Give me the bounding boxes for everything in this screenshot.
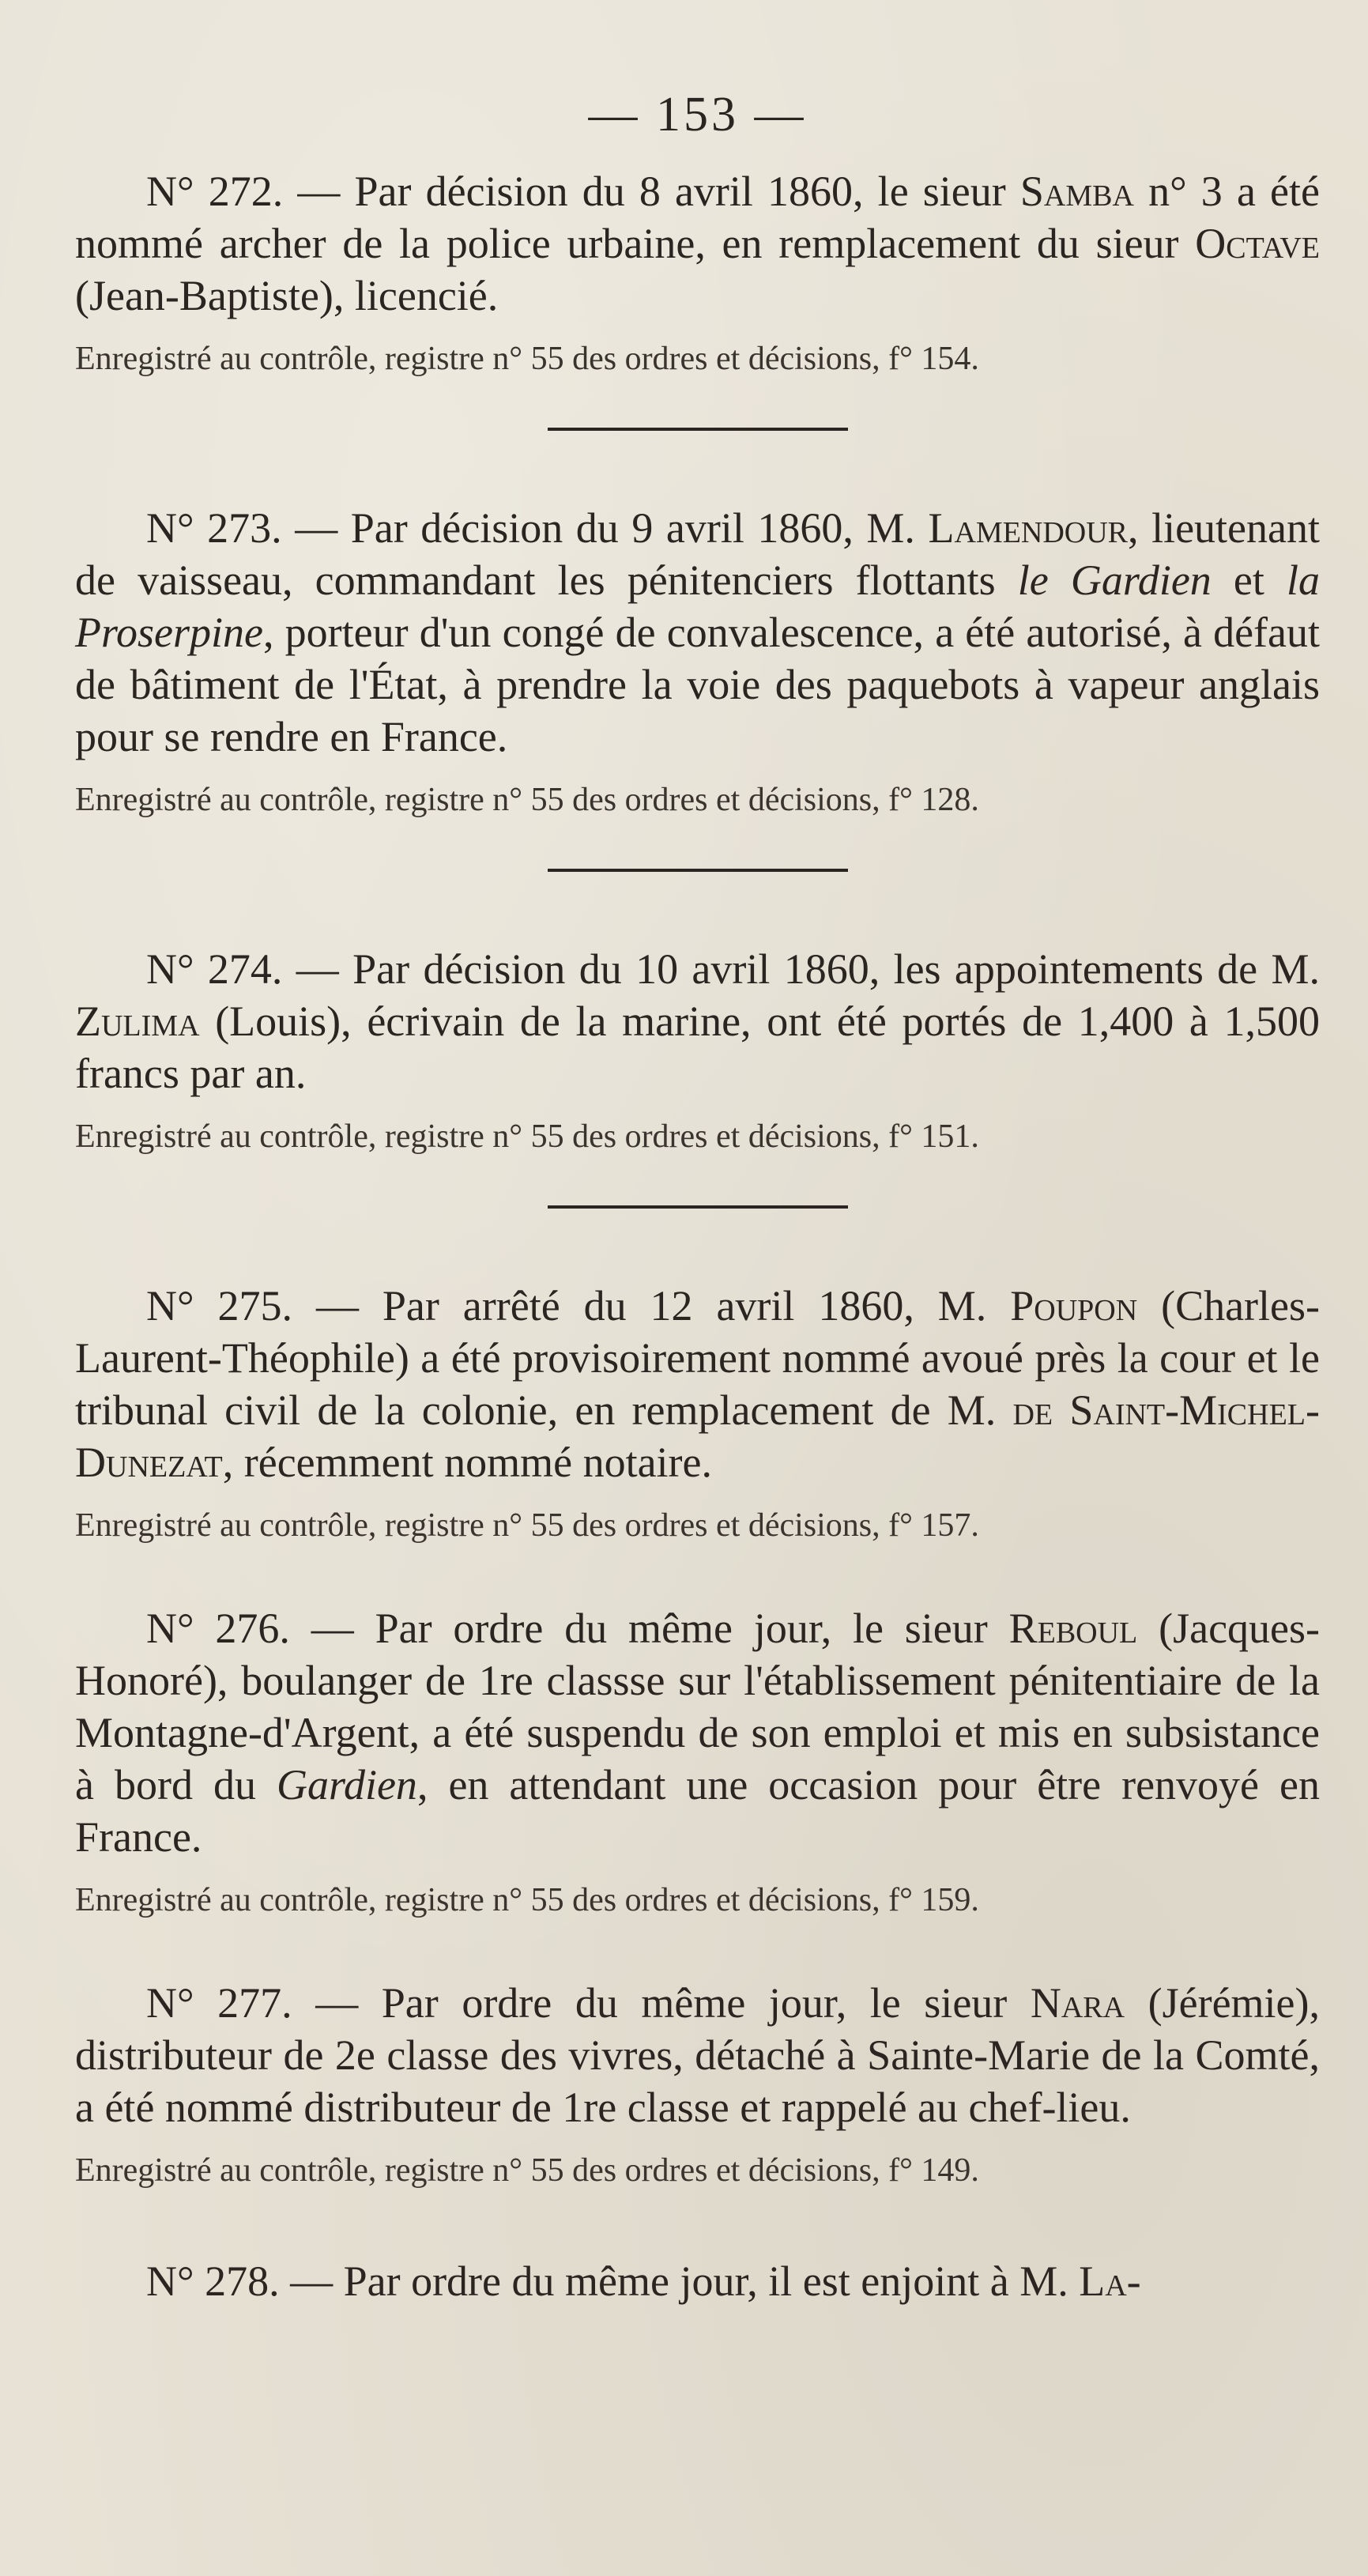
entry-274 bbox=[75, 943, 1320, 1158]
person-name: Reboul bbox=[1008, 1605, 1138, 1652]
registration-note: Enregistré au contrôle, registre n° 55 des ordres et décisions, f° 128. bbox=[75, 782, 979, 818]
person-name: Octave bbox=[1195, 220, 1320, 267]
entry-number: N° 274. bbox=[146, 945, 283, 993]
person-name: Nara bbox=[1030, 1979, 1125, 2027]
spacer bbox=[75, 1547, 1320, 1602]
entry-275 bbox=[75, 1280, 1320, 1547]
person-name: Poupon bbox=[1010, 1282, 1138, 1329]
person-name: Zulima bbox=[75, 998, 200, 1045]
entry-text: N° 273. — Par décision du 9 avril 1860, M. Lamendour, lieutenant de vaisseau, commandant les pénitenciers flottants le Gardien et la Proserpine, porteur d'un congé de convalescence, a été autorisé, à défaut de bâtiment de l'État, à prendre la voie des paquebots à vapeur anglais pour se rendre en France. bbox=[75, 504, 1320, 760]
entry-text: N° 272. — Par décision du 8 avril 1860, le sieur Samba n° 3 a été nommé archer de la police urbaine, en remplacement du sieur Octave (Jean-Baptiste), licencié. bbox=[75, 168, 1320, 319]
entry-text: N° 277. — Par ordre du même jour, le sieur Nara (Jérémie), distributeur de 2e classe des vivres, détaché à Sainte-Marie de la Comté, a été nommé distributeur de 1re classe et rappelé au chef-lieu. bbox=[75, 1979, 1320, 2131]
ship-name: le Gardien bbox=[1017, 556, 1212, 604]
entry-text: N° 275. — Par arrêté du 12 avril 1860, M. Poupon (Charles-Laurent-Théophile) a été provisoirement nommé avoué près la cour et le tribunal civil de la colonie, en remplacement de M. de Saint-Michel-Dunezat, récemment nommé notaire. bbox=[75, 1282, 1321, 1486]
person-name: Samba bbox=[1019, 168, 1134, 215]
registration-note: Enregistré au contrôle, registre n° 55 des ordres et décisions, f° 154. bbox=[75, 341, 979, 377]
separator-rule bbox=[548, 428, 848, 431]
separator-rule bbox=[548, 1205, 848, 1209]
entry-number: N° 272. bbox=[146, 168, 284, 215]
person-name: La- bbox=[1079, 2257, 1141, 2305]
registration-note: Enregistré au contrôle, registre n° 55 des ordres et décisions, f° 151. bbox=[75, 1118, 979, 1155]
ship-name: la Proserpine bbox=[75, 556, 1320, 656]
entry-278 bbox=[75, 2255, 1320, 2307]
person-name: Lamendour bbox=[928, 504, 1129, 552]
person-name: de Saint-Michel-Dunezat bbox=[75, 1386, 1320, 1486]
entry-272 bbox=[75, 165, 1320, 380]
spacer bbox=[75, 2192, 1320, 2247]
entry-number: N° 278. bbox=[146, 2257, 280, 2305]
entry-276 bbox=[75, 1602, 1320, 1922]
page-number: — 153 — bbox=[588, 88, 807, 141]
registration-note: Enregistré au contrôle, registre n° 55 des ordres et décisions, f° 159. bbox=[75, 1882, 979, 1918]
entry-number: N° 276. bbox=[146, 1605, 290, 1652]
registration-note: Enregistré au contrôle, registre n° 55 des ordres et décisions, f° 149. bbox=[75, 2152, 979, 2189]
spacer bbox=[75, 1922, 1320, 1977]
registration-note: Enregistré au contrôle, registre n° 55 des ordres et décisions, f° 157. bbox=[75, 1507, 979, 1544]
entry-text: N° 278. — Par ordre du même jour, il est enjoint à M. La- bbox=[146, 2257, 1141, 2305]
entry-273 bbox=[75, 502, 1320, 821]
document-page bbox=[75, 87, 1320, 2307]
entry-number: N° 277. bbox=[146, 1979, 292, 2027]
entry-277 bbox=[75, 1977, 1320, 2192]
entry-number: N° 273. bbox=[146, 504, 282, 552]
separator-rule bbox=[548, 869, 848, 872]
ship-name: Gardien bbox=[276, 1761, 417, 1808]
entry-text: N° 274. — Par décision du 10 avril 1860, les appointements de M. Zulima (Louis), écrivain de la marine, ont été portés de 1,400 à 1,500 francs par an. bbox=[75, 945, 1320, 1097]
entry-text: N° 276. — Par ordre du même jour, le sieur Reboul (Jacques-Honoré), boulanger de 1re classse sur l'établissement pénitentiaire de la Montagne-d'Argent, a été suspendu de son emploi et mis en subsistance à bord du Gardien, en attendant une occasion pour être renvoyé en France. bbox=[75, 1605, 1320, 1861]
entry-number: N° 275. bbox=[146, 1282, 293, 1329]
